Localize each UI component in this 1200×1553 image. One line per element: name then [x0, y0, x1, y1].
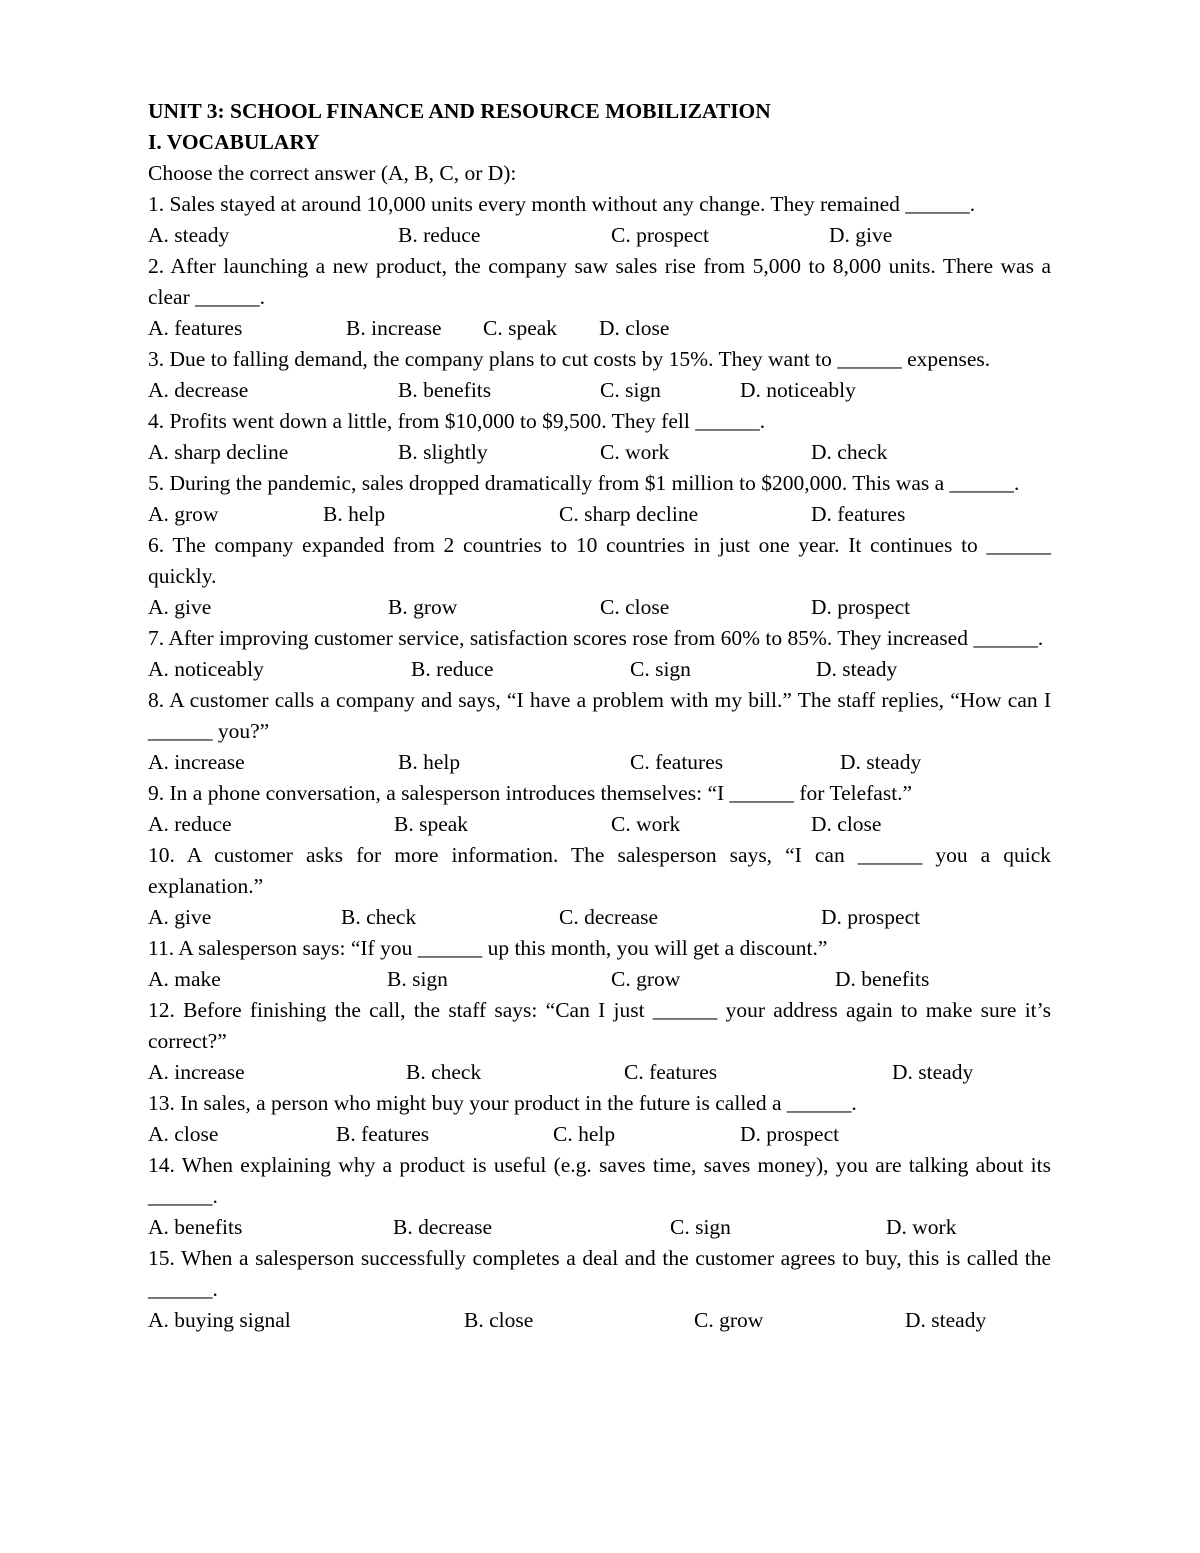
- answer-option: B. increase: [346, 316, 442, 340]
- answer-option: D. benefits: [835, 967, 930, 991]
- answer-option: B. benefits: [398, 378, 492, 402]
- answer-option: C. sharp decline: [559, 502, 699, 526]
- answer-option: D. steady: [816, 657, 898, 681]
- answer-option: B. slightly: [398, 440, 488, 464]
- answer-option: C. grow: [611, 967, 681, 991]
- unit-title: UNIT 3: SCHOOL FINANCE AND RESOURCE MOBILIZATION: [148, 99, 771, 123]
- answer-option: B. check: [341, 905, 417, 929]
- question-text: 8. A customer calls a company and says, “I have a problem with my bill.” The staff replies, “How can I ______ you?”: [148, 688, 1051, 743]
- answer-option: A. noticeably: [148, 657, 264, 681]
- answer-option: B. close: [464, 1308, 534, 1332]
- question-text: 9. In a phone conversation, a salesperson introduces themselves: “I ______ for Telefast.”: [148, 781, 913, 805]
- answer-option: C. sign: [600, 378, 661, 402]
- answer-option: D. steady: [840, 750, 922, 774]
- answer-options: [148, 592, 1051, 623]
- answer-option: B. reduce: [398, 223, 481, 247]
- answer-option: A. decrease: [148, 378, 249, 402]
- answer-options: [148, 375, 1051, 406]
- answer-option: A. buying signal: [148, 1308, 291, 1332]
- answer-option: B. decrease: [393, 1215, 493, 1239]
- answer-options: [148, 437, 1051, 468]
- answer-options: [148, 964, 1051, 995]
- answer-option: A. reduce: [148, 812, 232, 836]
- answer-option: C. sign: [670, 1215, 731, 1239]
- answer-option: D. prospect: [740, 1122, 840, 1146]
- question-text: 5. During the pandemic, sales dropped dramatically from $1 million to $200,000. This was a ______.: [148, 471, 1020, 495]
- answer-option: C. decrease: [559, 905, 659, 929]
- answer-option: A. close: [148, 1122, 219, 1146]
- answer-options: [148, 1212, 1051, 1243]
- answer-option: A. increase: [148, 750, 245, 774]
- answer-options: [148, 1305, 1051, 1336]
- question-text: 7. After improving customer service, satisfaction scores rose from 60% to 85%. They increased ______.: [148, 626, 1044, 650]
- answer-option: D. close: [599, 316, 670, 340]
- answer-option: C. grow: [694, 1308, 764, 1332]
- question-text: 10. A customer asks for more information. The salesperson says, “I can ______ you a quick explanation.”: [148, 843, 1051, 898]
- answer-option: D. steady: [905, 1308, 987, 1332]
- question-text: 13. In sales, a person who might buy your product in the future is called a ______.: [148, 1091, 857, 1115]
- answer-option: D. prospect: [821, 905, 921, 929]
- answer-option: A. steady: [148, 223, 230, 247]
- answer-options: [148, 902, 1051, 933]
- answer-option: C. work: [611, 812, 681, 836]
- answer-option: C. features: [624, 1060, 718, 1084]
- answer-option: B. reduce: [411, 657, 494, 681]
- question-text: 2. After launching a new product, the company saw sales rise from 5,000 to 8,000 units. There was a clear ______.: [148, 254, 1051, 309]
- answer-option: B. help: [323, 502, 386, 526]
- answer-option: D. features: [811, 502, 906, 526]
- question-text: 1. Sales stayed at around 10,000 units every month without any change. They remained ______.: [148, 192, 976, 216]
- answer-option: C. speak: [483, 316, 558, 340]
- answer-option: B. features: [336, 1122, 430, 1146]
- answer-option: A. make: [148, 967, 221, 991]
- answer-option: C. features: [630, 750, 724, 774]
- document-page: [148, 96, 1051, 1336]
- answer-options: [148, 220, 1051, 251]
- answer-options: [148, 747, 1051, 778]
- question-text: 14. When explaining why a product is useful (e.g. saves time, saves money), you are talking about its ______.: [148, 1153, 1051, 1208]
- answer-option: B. help: [398, 750, 461, 774]
- question-text: 6. The company expanded from 2 countries to 10 countries in just one year. It continues to ______ quickly.: [148, 533, 1051, 588]
- answer-option: D. noticeably: [740, 378, 856, 402]
- answer-options: [148, 809, 1051, 840]
- question-list: [148, 189, 1051, 1336]
- answer-option: A. give: [148, 905, 212, 929]
- answer-option: A. grow: [148, 502, 219, 526]
- answer-options: [148, 499, 1051, 530]
- question-text: 12. Before finishing the call, the staff says: “Can I just ______ your address again to make sure it’s correct?”: [148, 998, 1051, 1053]
- question-text: 15. When a salesperson successfully completes a deal and the customer agrees to buy, this is called the ______.: [148, 1246, 1051, 1301]
- answer-option: C. close: [600, 595, 670, 619]
- answer-option: D. check: [811, 440, 888, 464]
- answer-option: A. increase: [148, 1060, 245, 1084]
- answer-option: C. sign: [630, 657, 691, 681]
- answer-option: C. prospect: [611, 223, 709, 247]
- answer-option: C. work: [600, 440, 670, 464]
- answer-option: D. work: [886, 1215, 957, 1239]
- answer-option: D. close: [811, 812, 882, 836]
- answer-option: B. sign: [387, 967, 448, 991]
- answer-option: A. sharp decline: [148, 440, 289, 464]
- answer-options: [148, 1119, 1051, 1150]
- question-text: 11. A salesperson says: “If you ______ up this month, you will get a discount.”: [148, 936, 828, 960]
- answer-option: B. grow: [388, 595, 458, 619]
- answer-option: A. benefits: [148, 1215, 243, 1239]
- answer-option: C. help: [553, 1122, 616, 1146]
- answer-options: [148, 654, 1051, 685]
- answer-option: A. give: [148, 595, 212, 619]
- answer-option: A. features: [148, 316, 243, 340]
- question-text: 4. Profits went down a little, from $10,000 to $9,500. They fell ______.: [148, 409, 766, 433]
- answer-option: D. steady: [892, 1060, 974, 1084]
- answer-option: D. prospect: [811, 595, 911, 619]
- answer-option: D. give: [829, 223, 893, 247]
- question-text: 3. Due to falling demand, the company plans to cut costs by 15%. They want to ______ expenses.: [148, 347, 991, 371]
- answer-options: [148, 313, 1051, 344]
- section-title: I. VOCABULARY: [148, 130, 320, 154]
- answer-option: B. check: [406, 1060, 482, 1084]
- instruction: Choose the correct answer (A, B, C, or D):: [148, 161, 517, 185]
- answer-options: [148, 1057, 1051, 1088]
- answer-option: B. speak: [394, 812, 469, 836]
